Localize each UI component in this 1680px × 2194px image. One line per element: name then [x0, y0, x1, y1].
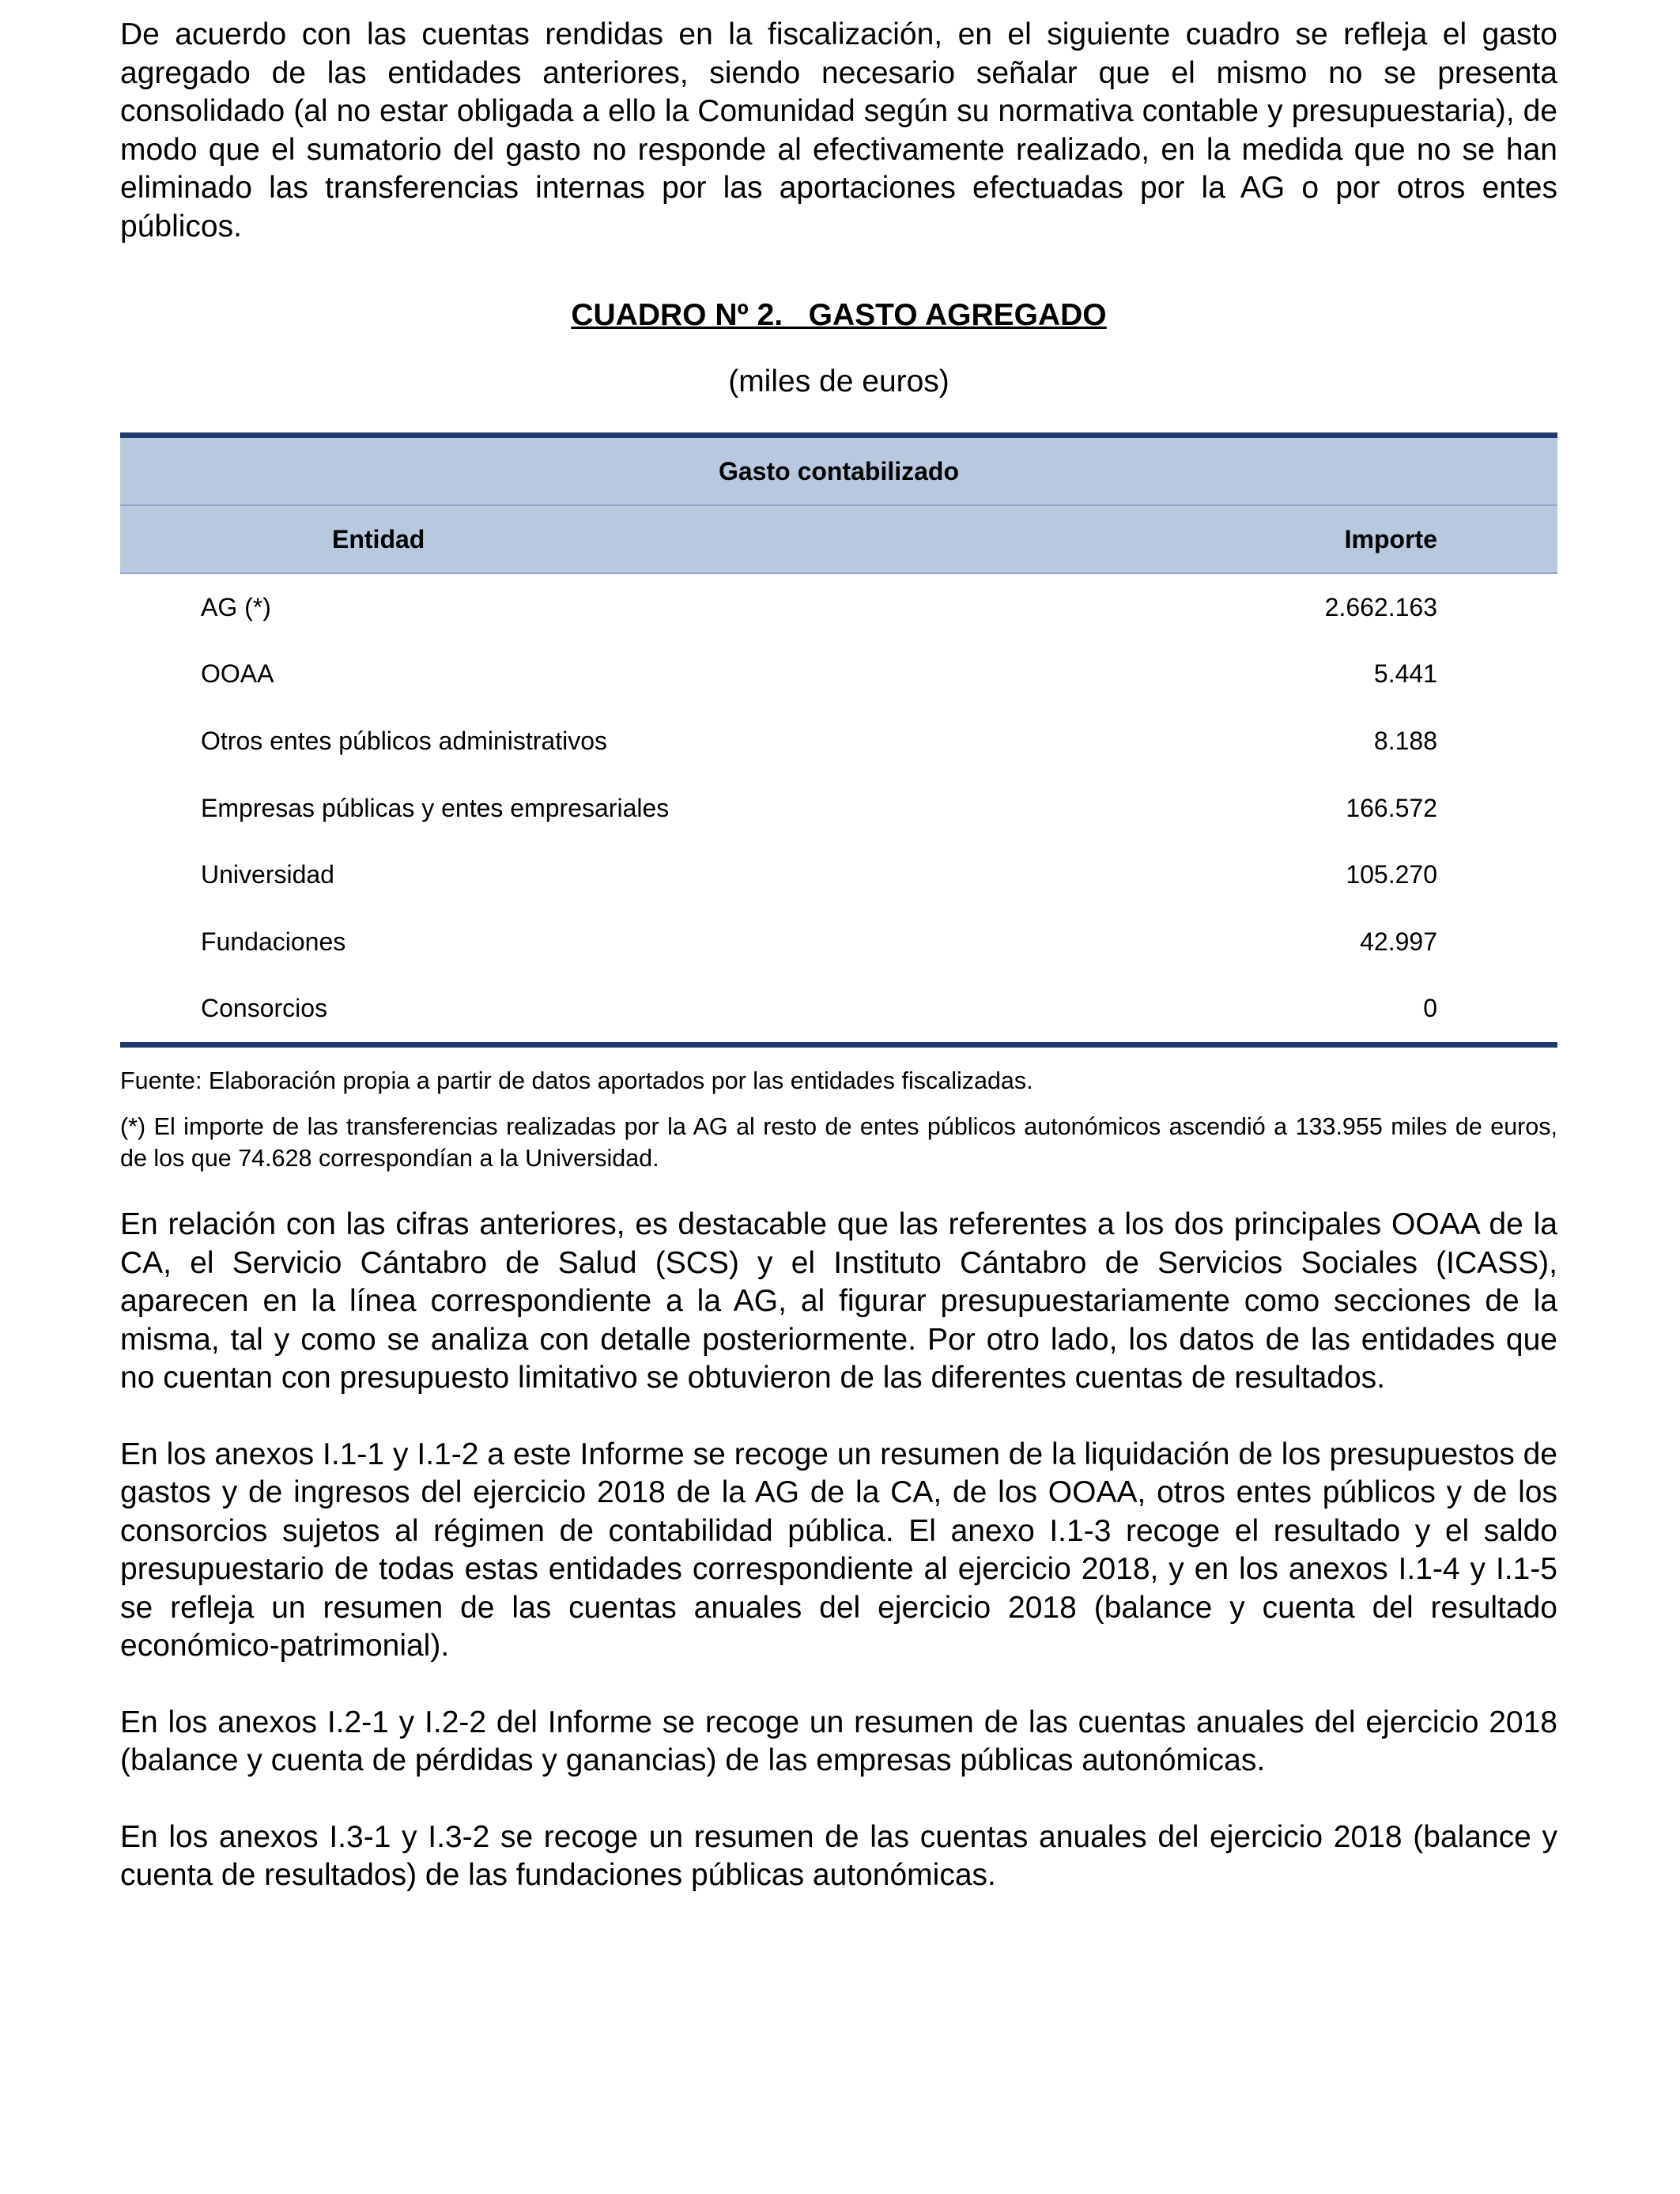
table-row: [120, 841, 1557, 908]
table-row: [120, 775, 1557, 842]
row-entity: Consorcios: [120, 976, 1130, 1045]
row-amount: 166.572: [1346, 793, 1437, 822]
row-entity: Universidad: [201, 860, 334, 889]
asterisk-note: (*) El importe de las transferencias realizadas por la AG al resto de entes públicos autonómicos ascendió a 133.955 miles de euros, de los que 74.628 correspondían a la Universidad.: [120, 1113, 1557, 1173]
table-title: CUADRO Nº 2. GASTO AGREGADO: [571, 298, 1107, 332]
table-row: [120, 976, 1557, 1045]
table-row: [120, 908, 1557, 976]
intro-paragraph: De acuerdo con las cuentas rendidas en la fiscalización, en el siguiente cuadro se refleja el gasto agregado de las entidades anteriores, siendo necesario señalar que el mismo no se presenta consolidado (al no estar obligada a ello la Comunidad según su normativa contable y presupuestaria), de modo que el sumatorio del gasto no responde al efectivamente realizado, en la medida que no se han eliminado las transferencias internas por las aportaciones efectuadas por la AG o por otros entes públicos.: [120, 17, 1557, 244]
table-row: [120, 573, 1557, 641]
gasto-agregado-table: [120, 432, 1557, 1048]
table-units: (miles de euros): [728, 364, 949, 398]
paragraph-3: En los anexos I.1-1 y I.1-2 a este Informe se recoge un resumen de la liquidación de los presupuestos de gastos y de ingresos del ejercicio 2018 de la AG de la CA, de los OOAA, otros entes públicos y de los consorcios sujetos al régimen de contabilidad pública. El anexo I.1-3 recoge el resultado y el saldo presupuestario de todas estas entidades correspondiente al ejercicio 2018, y en los anexos I.1-4 y I.1-5 se refleja un resumen de las cuentas anuales del ejercicio 2018 (balance y cuenta del resultado económico-patrimonial).: [120, 1437, 1557, 1663]
column-header-entidad: Entidad: [120, 505, 1130, 573]
row-amount: 8.188: [1373, 726, 1437, 755]
row-entity: OOAA: [201, 659, 274, 689]
source-note: Fuente: Elaboración propia a partir de datos aportados por las entidades fiscalizadas.: [120, 1067, 1033, 1095]
paragraph-5: En los anexos I.3-1 y I.3-2 se recoge un resumen de las cuentas anuales del ejercicio 2018 (balance y cuenta de resultados) de las fundaciones públicas autonómicas.: [120, 1819, 1557, 1893]
table-row: [120, 708, 1557, 775]
row-entity: Otros entes públicos administrativos: [201, 726, 607, 755]
group-header: Gasto contabilizado: [120, 436, 1557, 506]
row-entity: Fundaciones: [201, 927, 346, 956]
row-amount: 5.441: [1373, 659, 1437, 689]
table-body: [120, 573, 1557, 1045]
row-amount: 0: [1130, 976, 1557, 1045]
table-row: [120, 641, 1557, 708]
row-amount: 105.270: [1346, 860, 1437, 889]
column-header-importe: Importe: [1130, 505, 1557, 573]
row-amount: 42.997: [1360, 927, 1437, 956]
paragraph-4: En los anexos I.2-1 y I.2-2 del Informe se recoge un resumen de las cuentas anuales del ejercicio 2018 (balance y cuenta de pérdidas y ganancias) de las empresas públicas autonómicas.: [120, 1705, 1557, 1778]
gasto-table-container: [120, 432, 1557, 1048]
row-entity: AG (*): [201, 592, 271, 621]
row-amount: 2.662.163: [1324, 592, 1437, 621]
paragraph-2: En relación con las cifras anteriores, es destacable que las referentes a los dos principales OOAA de la CA, el Servicio Cántabro de Salud (SCS) y el Instituto Cántabro de Servicios Sociales (ICASS), aparecen en la línea correspondiente a la AG, al figurar presupuestariamente como secciones de la misma, tal y como se analiza con detalle posteriormente. Por otro lado, los datos de las entidades que no cuentan con presupuesto limitativo se obtuvieron de las diferentes cuentas de resultados.: [120, 1207, 1557, 1395]
row-entity: Empresas públicas y entes empresariales: [201, 793, 670, 822]
document-page: [120, 16, 1557, 1895]
